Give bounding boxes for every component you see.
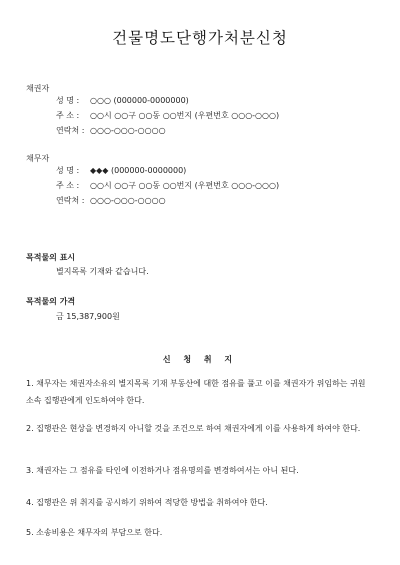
debtor-phone-label: 연락처 : bbox=[56, 196, 85, 205]
purpose-item-4: 4. 집행관은 위 취지를 공시하기 위하여 적당한 방법을 취하여야 한다. bbox=[26, 498, 268, 507]
debtor-address-label: 주 소 : bbox=[56, 181, 80, 190]
value-text: 금 15,387,900원 bbox=[56, 312, 120, 321]
purpose-item-1: 1. 채무자는 채권자소유의 별지목록 기재 부동산에 대한 점유를 풀고 이를 채권자가 위임하는 귀원 소속 집행관에게 인도하여야 한다. bbox=[26, 379, 366, 405]
debtor-phone-value: ○○○-○○○-○○○○ bbox=[90, 196, 166, 205]
creditor-name-label: 성 명 : bbox=[56, 96, 80, 105]
document-title: 건물명도단행가처분신청 bbox=[112, 29, 288, 47]
purpose-heading: 신 청 취 지 bbox=[162, 355, 238, 364]
debtor-address-value: ○○시 ○○구 ○○동 ○○번지 (우편번호 ○○○-○○○) bbox=[90, 181, 280, 190]
purpose-item-3: 3. 채권자는 그 점유를 타인에 이전하거나 점유명의를 변경하여서는 아니 된다. bbox=[26, 466, 299, 475]
creditor-phone-label: 연락처 : bbox=[56, 126, 85, 135]
object-heading: 목적물의 표시 bbox=[26, 253, 76, 262]
object-text: 별지목록 기재와 같습니다. bbox=[56, 267, 149, 276]
debtor-name-label: 성 명 : bbox=[56, 166, 80, 175]
creditor-heading: 채권자 bbox=[26, 84, 50, 93]
creditor-phone-value: ○○○-○○○-○○○○ bbox=[90, 126, 166, 135]
purpose-item-5: 5. 소송비용은 채무자의 부담으로 한다. bbox=[26, 528, 163, 537]
value-heading: 목적물의 가격 bbox=[26, 297, 76, 306]
debtor-heading: 채무자 bbox=[26, 154, 50, 163]
purpose-item-2: 2. 집행관은 현상을 변경하지 아니할 것을 조건으로 하여 채권자에게 이를 사용하게 하여야 한다. bbox=[26, 424, 361, 433]
debtor-name-value: ◆◆◆ (000000-0000000) bbox=[90, 166, 187, 175]
creditor-address-label: 주 소 : bbox=[56, 111, 80, 120]
creditor-address-value: ○○시 ○○구 ○○동 ○○번지 (우편번호 ○○○-○○○) bbox=[90, 111, 280, 120]
creditor-name-value: ○○○ (000000-0000000) bbox=[90, 96, 189, 105]
